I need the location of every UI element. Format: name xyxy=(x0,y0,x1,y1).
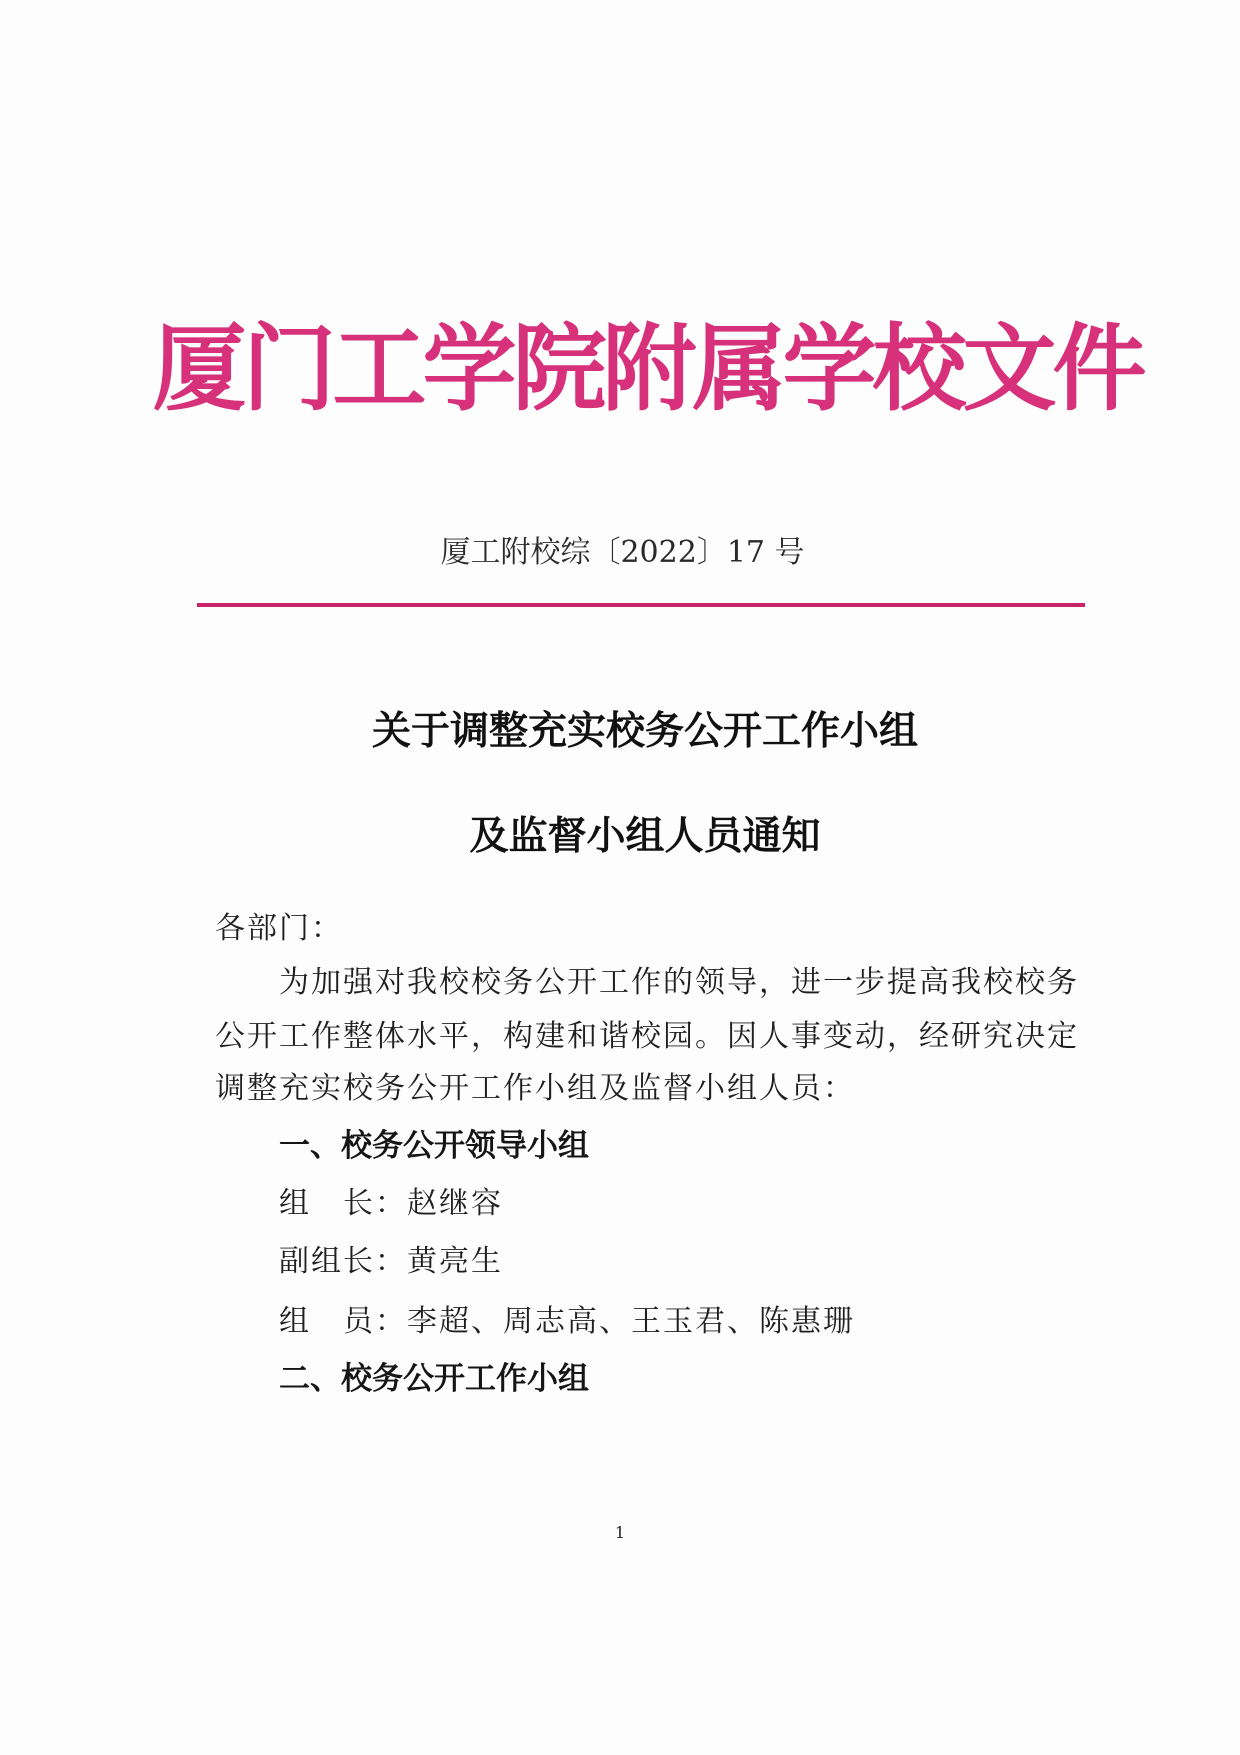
members-names: 李超、周志高、王玉君、陈惠珊 xyxy=(407,1304,855,1339)
section-1-heading: 一、校务公开领导小组 xyxy=(279,1128,589,1164)
leader-label: 组 长： xyxy=(279,1186,407,1221)
leader-row xyxy=(279,1178,503,1222)
body-paragraph-line-2: 公开工作整体水平，构建和谐校园。因人事变动，经研究决定 xyxy=(215,1019,1079,1054)
deputy-leader-name: 黄亮生 xyxy=(407,1244,503,1279)
members-label: 组 员： xyxy=(279,1304,407,1339)
body-paragraph-line-1: 为加强对我校校务公开工作的领导，进一步提高我校校务 xyxy=(279,965,1079,1000)
subject-title-line-2: 及监督小组人员通知 xyxy=(469,814,821,859)
deputy-leader-row xyxy=(279,1236,503,1280)
body-paragraph-line-3: 调整充实校务公开工作小组及监督小组人员： xyxy=(215,1071,855,1106)
deputy-leader-label: 副组长： xyxy=(279,1244,407,1279)
letterhead-title: 厦门工学院附属学校文件 xyxy=(152,314,1143,424)
members-row xyxy=(279,1296,855,1340)
document-number: 厦工附校综〔2022〕17 号 xyxy=(440,535,805,570)
page-number: 1 xyxy=(614,1523,626,1542)
salutation: 各部门： xyxy=(215,911,343,946)
red-separator-line xyxy=(197,603,1085,607)
section-2-heading: 二、校务公开工作小组 xyxy=(279,1361,589,1397)
leader-name: 赵继容 xyxy=(407,1186,503,1221)
subject-title-line-1: 关于调整充实校务公开工作小组 xyxy=(371,709,918,754)
